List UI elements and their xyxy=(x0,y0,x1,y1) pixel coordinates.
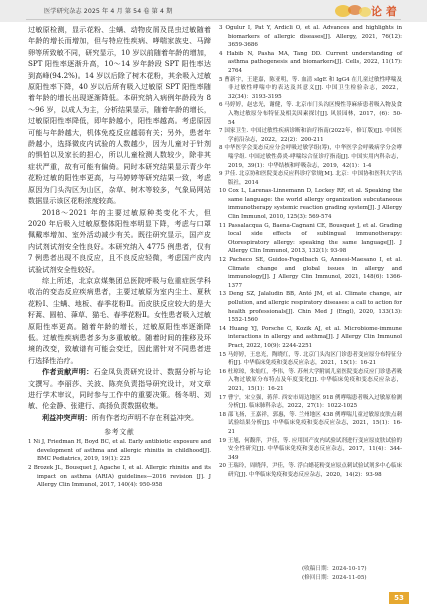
reference-item: 16 杜琼琼，朱灿红，李伟，等. 苏州大学附属儿童医院变态反应门诊患者吸入物过敏原分布特点及年度变化[J]. 中华临床免疫和变态反应杂志，2021，15(1)：16-21 xyxy=(219,368,402,392)
right-column xyxy=(219,24,402,479)
reference-item: 5 曹新宇，王建嘉，陈亚明，等. 血清 sIgE 和 IgG4 在儿童过敏性哮喘及非过敏性哮喘中的表达及其意义[J]. 中国卫生检验杂志，2022，32(34)：3193-3195 xyxy=(219,76,402,100)
reference-item: 11 Passalacqua G, Baena-Cagnani CE, Bousquet J, et al. Grading local side effects of sublingual immunotherapy: Otorespiratory allergy: speaking the same language[J]. J Allergy Clin Immunol, 2013, 132(1): 93-98 xyxy=(219,222,402,255)
section-logo xyxy=(333,2,397,20)
conflict-of-interest xyxy=(28,412,211,423)
author-contribution xyxy=(28,366,211,412)
section-label: 作者贡献声明： xyxy=(42,367,94,377)
journal-info: 医学研究杂志 2025 年 4 月 第 54 卷 第 4 期 xyxy=(44,8,173,15)
running-header xyxy=(0,0,427,22)
reference-item: 12 Pacheco SE, Guidos-Fogelbach G, Annesi-Maesano I, et al. Climate change and global issues in allergy and immunology[J]. J Allergy Clin Immunol, 2021, 148(6): 1366-1377 xyxy=(219,257,402,289)
reference-item: 20 王瑞玲，周晓萍，尹佳，等. 浮白蜡花粉变应原点刺试验试剂多中心临床研究[J]. 中华临床免疫和变态反应杂志，2020，14(2)：93-98 xyxy=(219,463,402,478)
references-heading: 参考文献 xyxy=(104,428,135,437)
paragraph: 2018～2021 年的主要过敏原种类变化不大，但 2020 年后吸入过敏原整体阳性率明显下降，考虑与口罩佩戴率增加、室外活动减少有关。既往研究显示，国产皮内试剂试剂安全性良好。本研究纳入 4775 例患者，仅有 7 例患者出现不良反应，且不良反应轻微，考虑国产皮内试验试剂安全性较好。 xyxy=(28,207,211,274)
reference-item: 19 王旭，何馥萍，尹佳，等. 应用国产皮内试验试剂进行变应原皮肤试验的安全性研究[J]. 中华临床免疫和变态反应杂志，2017，11(4)：344-349 xyxy=(219,437,402,461)
section-label: 利益冲突声明： xyxy=(42,412,92,422)
reference-item: 10 Cox L, Larenas-Linnemann D, Lockey RF, et al. Speaking the same language: the world allergy organization subcutaneous immunotherapy systemic reaction grading system[J]. J Allergy Clin Immunol, 2010, 125(3): 569-574 xyxy=(219,188,402,221)
reference-item: 1 Ni J, Friedman H, Boyd BC, et al. Early antibiotic exposure and development of asthma and allergic rhinitis in childhood[J]. BMC Pediatrics, 2019, 19(1): 225 xyxy=(28,439,211,463)
received-dates xyxy=(302,565,367,582)
received-date: (收稿日期：2024-10-17) xyxy=(302,566,367,572)
reference-item: 13 Deng SZ, Jalaludin BB, Antó JM, et al. Climate change, air pollution, and allergic respiratory diseases: a call to action for health professionals[J]. Chin Med J (Engl), 2020, 133(13): 1552-1560 xyxy=(219,291,402,324)
left-column xyxy=(28,24,211,490)
paragraph: 综上所述，北京京煤集团总医院呼吸与危重症医学科收治的变态反应疾病患者，主要过敏原为室内尘土、夏秋花粉Ⅰ、尘螨、地板、春季花粉Ⅱ。而皮肤反应较大的是大籽蒿、圆柏、葎草、猫毛、春季花粉Ⅱ。女性患者吸入过敏原阳性率更高。随着年龄的增长，过敏原阳性率逐渐降低。过敏性疾病患者多为多重敏敏。随着时间的推移及环境的改变，致敏谱有可能会变迁，因此需针对不同患者进行选择性治疗。 xyxy=(28,275,211,365)
reference-item: 7 国家卫生. 中国过敏性疾病诊断和治疗指南(2022年，修订版)[J]. 中国医学前沿杂志，2022，22(2)：200-211 xyxy=(219,128,402,143)
reference-item: 15 马婷婷，王忠光，陶晓红，等. 北京门头沟区门诊患者变应原分布特征分析[J]. 中华临床免疫和变态反应杂志，2021，15(1)：16-21 xyxy=(219,351,402,367)
reference-item: 14 Huang YJ, Porsche C, Kozik AJ, et al. Microbiome-immune interactions in allergy and asthma[J]. J Allergy Clin Immunol Pract, 2022, 10(9): 2244-2251 xyxy=(219,325,402,349)
reference-item: 8 中华医学会变态反应分会呼吸过敏学组(筹)，中华医学会呼吸病学分会哮喘学组. 中国过敏性鼻炎-哮喘综合征诊疗指南[J]. 中国实用内科杂志，2019，39(1)：中华结核和呼吸杂志，2019，42(1)：1-4 xyxy=(219,145,402,169)
reference-item: 17 曹宁，宋立强，蒋萍. 西安市周边地区 918 例哮喘患者吸入过敏原检测分析[J]. 临床肺科杂志，2022，27(1)：1022-1025 xyxy=(219,394,402,410)
reference-item: 9 尹佳. 北京协和医院变态反应科诊疗常规[M]. 北京：中国协和医科大学出版社，2014 xyxy=(219,171,402,186)
reference-item: 3 Ogulur I, Pat Y, Ardicli O, et al. Advances and highlights in biomarkers of allergic diseases[J]. Allergy, 2021, 76(12): 3659-3686 xyxy=(219,25,402,49)
reference-item: 2 Brozek JL, Bousquet J, Agache I, et al. Allergic rhinitis and its impact on asthma (ARIA) guidelines—2016 revision [J]. J Allergy Clin Immunol, 2017, 140(4): 950-958 xyxy=(28,465,211,489)
reference-item: 4 Habib N, Pasha MA, Tang DD. Current understanding of asthma pathogenesis and biomarkers[J]. Cells, 2022, 11(17): 2764 xyxy=(219,50,402,74)
section-text: 所有作者均声明不存在利益冲突。 xyxy=(91,412,199,422)
paragraph: 过敏原检测，显示花粉、尘螨、动物皮屑及昆虫过敏随着年龄的增长而增加，但与特应性疾病、哮喘家族史、马蹄卵等所致敏不同，研究显示，10 岁以前随着年龄的增加，SPT 阳性率逐渐升高，10～14 岁年龄段 SPT 阳性率达到高峰(94.2%)。14 岁以后除了树木花粉，其余吸入过敏原阳性率下降，40 岁以后所有吸入过敏原 SPT 阳性率随着年龄的增长出现逐渐降低。本研究纳入病例年龄段为 8～96 岁，以成人为主，分析结果显示，随着年龄的增长，过敏原阳性率降低，即年龄越小，阳性率越高。考虑原因可能与年龄越大，机体免疫反应越弱有关；另外，患者年龄越小，选择微皮内试验的人数越少，因为儿童对于针剂的惧怕以及家长的担心，所以儿童检测人数较少，除非其症状严重，故有可能有偏倚。同时本研究结果显示青少年花粉过敏的阳性率更高，与马婷婷等研究结果一致，考虑原因为门头沟区为山区，杂草、树木等较多，气象局网站数据显示该区花粉浓度较高。 xyxy=(28,25,211,206)
header-rule xyxy=(26,19,401,20)
section-text: 石金凤负责研究设计、数据分析与论文撰写。李丽莎、关波、陈亮负责指导研究设计，对文章进行学术审议，同时参与工作中的重要决策。杨冬明、刘敏、伦金静、张建行、高扬负责数据收集。 xyxy=(28,367,211,411)
logo-text: 论 着 xyxy=(371,5,397,18)
revised-date: (修回日期：2024-11-05) xyxy=(302,574,367,581)
page-number: 53 xyxy=(389,592,409,604)
reference-item: 18 邵飞扬，王嘉祥，郭惠，等. 兰州地区 438 例哮喘儿童过敏原皮肤点刺试验结果分析[J]. 中华临床免疫和变态反应杂志，2021，15(1)：16-21 xyxy=(219,411,402,435)
reference-item: 6 马婷婷，赵忠光，谢健，等. 北京市门头沟区慢性荨麻疹患者吸入物及食入物过敏原分布特征及相关因素探讨[J]. 风景园林，2017，(6)：50-54 xyxy=(219,102,402,126)
